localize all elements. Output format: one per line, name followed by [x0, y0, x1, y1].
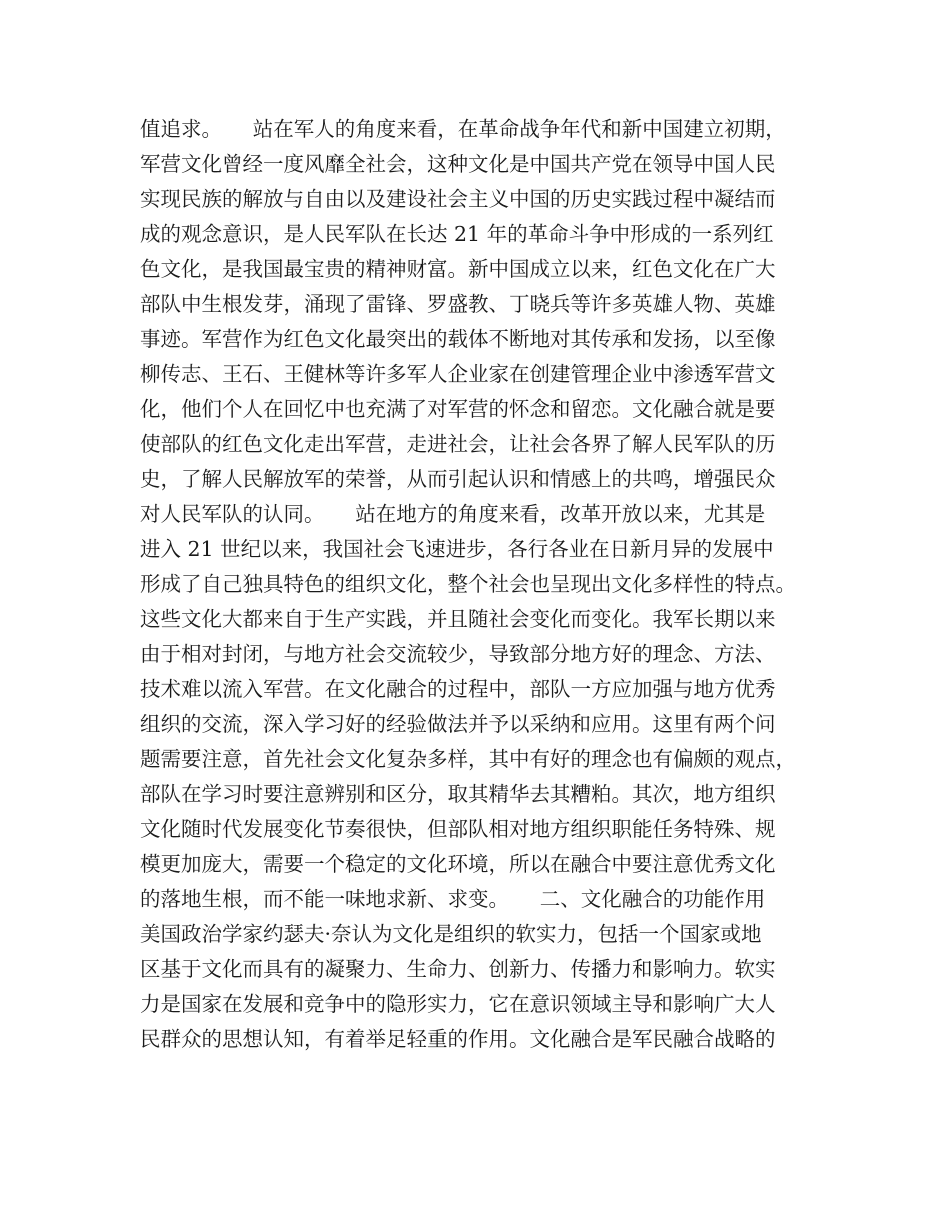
text-line: 成的观念意识，是人民军队在长达 21 年的革命斗争中形成的一系列红 [140, 222, 774, 246]
text-line: 由于相对封闭，与地方社会交流较少，导致部分地方好的理念、方法、 [140, 642, 776, 666]
text-line: 的落地生根，而不能一味地求新、求变。 二、文化融合的功能作用 [140, 887, 766, 911]
text-line: 值追求。 站在军人的角度来看，在革命战争年代和新中国建立初期， [140, 117, 786, 141]
text-line: 进入 21 世纪以来，我国社会飞速进步，各行各业在日新月异的发展中 [140, 537, 774, 561]
text-line: 形成了自己独具特色的组织文化，整个社会也呈现出文化多样性的特点。 [140, 572, 796, 596]
text-line: 史，了解人民解放军的荣誉，从而引起认识和情感上的共鸣，增强民众 [140, 467, 776, 491]
text-line: 使部队的红色文化走出军营，走进社会，让社会各界了解人民军队的历 [140, 432, 776, 456]
text-line: 色文化，是我国最宝贵的精神财富。新中国成立以来，红色文化在广大 [140, 257, 776, 281]
text-line: 技术难以流入军营。在文化融合的过程中，部队一方应加强与地方优秀 [140, 677, 776, 701]
text-line: 民群众的思想认知，有着举足轻重的作用。文化融合是军民融合战略的 [140, 1027, 776, 1051]
text-line: 实现民族的解放与自由以及建设社会主义中国的历史实践过程中凝结而 [140, 187, 776, 211]
body-text [140, 112, 840, 1057]
text-line: 题需要注意，首先社会文化复杂多样，其中有好的理念也有偏颇的观点， [140, 747, 796, 771]
text-line: 模更加庞大，需要一个稳定的文化环境，所以在融合中要注意优秀文化 [140, 852, 776, 876]
text-line: 组织的交流，深入学习好的经验做法并予以采纳和应用。这里有两个问 [140, 712, 776, 736]
text-line: 力是国家在发展和竞争中的隐形实力，它在意识领域主导和影响广大人 [140, 992, 776, 1016]
text-line: 柳传志、王石、王健林等许多军人企业家在创建管理企业中渗透军营文 [140, 362, 776, 386]
text-line: 对人民军队的认同。 站在地方的角度来看，改革开放以来，尤其是 [140, 502, 766, 526]
text-line: 化，他们个人在回忆中也充满了对军营的怀念和留恋。文化融合就是要 [140, 397, 776, 421]
text-line: 区基于文化而具有的凝聚力、生命力、创新力、传播力和影响力。软实 [140, 957, 776, 981]
text-line: 部队中生根发芽，涌现了雷锋、罗盛教、丁晓兵等许多英雄人物、英雄 [140, 292, 776, 316]
text-line: 文化随时代发展变化节奏很快，但部队相对地方组织职能任务特殊、规 [140, 817, 776, 841]
text-line: 美国政治学家约瑟夫·奈认为文化是组织的软实力，包括一个国家或地 [140, 922, 762, 946]
text-line: 部队在学习时要注意辨别和区分，取其精华去其糟粕。其次，地方组织 [140, 782, 776, 806]
text-line: 这些文化大都来自于生产实践，并且随社会变化而变化。我军长期以来 [140, 607, 776, 631]
text-line: 事迹。军营作为红色文化最突出的载体不断地对其传承和发扬，以至像 [140, 327, 776, 351]
text-line: 军营文化曾经一度风靡全社会，这种文化是中国共产党在领导中国人民 [140, 152, 776, 176]
